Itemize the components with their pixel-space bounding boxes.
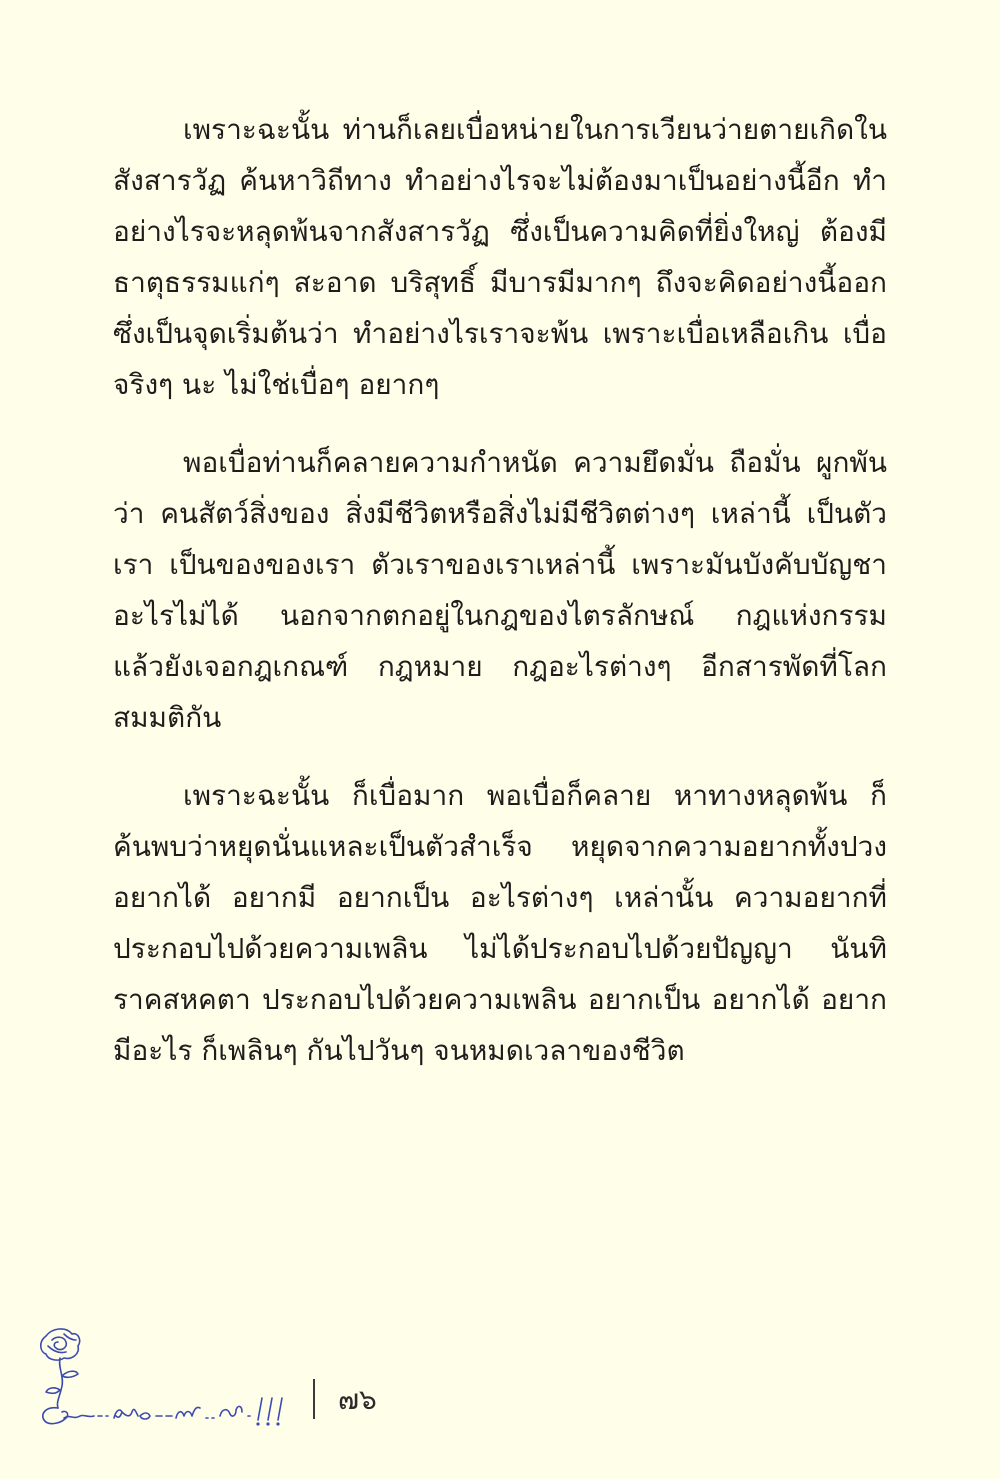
text-line: อะไรไม่ได้ นอกจากตกอยู่ในกฎของไตรลักษณ์ กฎแห่งกรรม [113,599,887,632]
text-line: พอเบื่อท่านก็คลายความกำหนัด ความยึดมั่น ถือมั่น ผูกพัน [183,446,887,479]
paragraph-3 [113,770,887,1076]
text-line: ธาตุธรรมแก่ๆ สะอาด บริสุทธิ์ มีบารมีมากๆ ถึงจะคิดอย่างนี้ออก [113,266,887,299]
text-line: แล้วยังเจอกฎเกณฑ์ กฎหมาย กฎอะไรต่างๆ อีกสารพัดที่โลก [113,650,887,683]
text-line: ซึ่งเป็นจุดเริ่มต้นว่า ทำอย่างไรเราจะพ้น เพราะเบื่อเหลือเกิน เบื่อ [113,317,887,350]
paragraph-2 [113,437,887,743]
text-line: สังสารวัฏ ค้นหาวิถีทาง ทำอย่างไรจะไม่ต้องมาเป็นอย่างนี้อีก ทำ [113,164,887,197]
paragraph-1 [113,104,887,410]
text-line: ราคสหคตา ประกอบไปด้วยความเพลิน อยากเป็น อยากได้ อยาก [113,983,887,1016]
page-footer [36,1326,436,1436]
text-line: เพราะฉะนั้น ก็เบื่อมาก พอเบื่อก็คลาย หาทางหลุดพ้น ก็ [183,779,887,812]
text-line: เรา เป็นของของเรา ตัวเราของเราเหล่านี้ เพราะมันบังคับบัญชา [113,548,887,581]
text-line: อยากได้ อยากมี อยากเป็น อะไรต่างๆ เหล่านั้น ความอยากที่ [113,881,887,914]
text-line: อย่างไรจะหลุดพ้นจากสังสารวัฏ ซึ่งเป็นความคิดที่ยิ่งใหญ่ ต้องมี [113,215,887,248]
text-line: จริงๆ นะ ไม่ใช่เบื่อๆ อยากๆ [113,368,440,401]
text-line: ว่า คนสัตว์สิ่งของ สิ่งมีชีวิตหรือสิ่งไม่มีชีวิตต่างๆ เหล่านี้ เป็นตัว [113,497,887,530]
text-line: ประกอบไปด้วยความเพลิน ไม่ได้ประกอบไปด้วยปัญญา นันทิ [113,932,887,965]
text-line: สมมติกัน [113,701,222,734]
rose-signature-logo [36,1326,326,1436]
page-number: ๗๖ [338,1383,377,1416]
text-line: ค้นพบว่าหยุดนั่นแหละเป็นตัวสำเร็จ หยุดจากความอยากทั้งปวง [113,830,887,863]
text-line: เพราะฉะนั้น ท่านก็เลยเบื่อหน่ายในการเวียนว่ายตายเกิดใน [183,113,887,146]
text-line: มีอะไร ก็เพลินๆ กันไปวันๆ จนหมดเวลาของชีวิต [113,1034,685,1067]
body-text [113,104,887,1103]
page-number-divider [313,1379,315,1419]
